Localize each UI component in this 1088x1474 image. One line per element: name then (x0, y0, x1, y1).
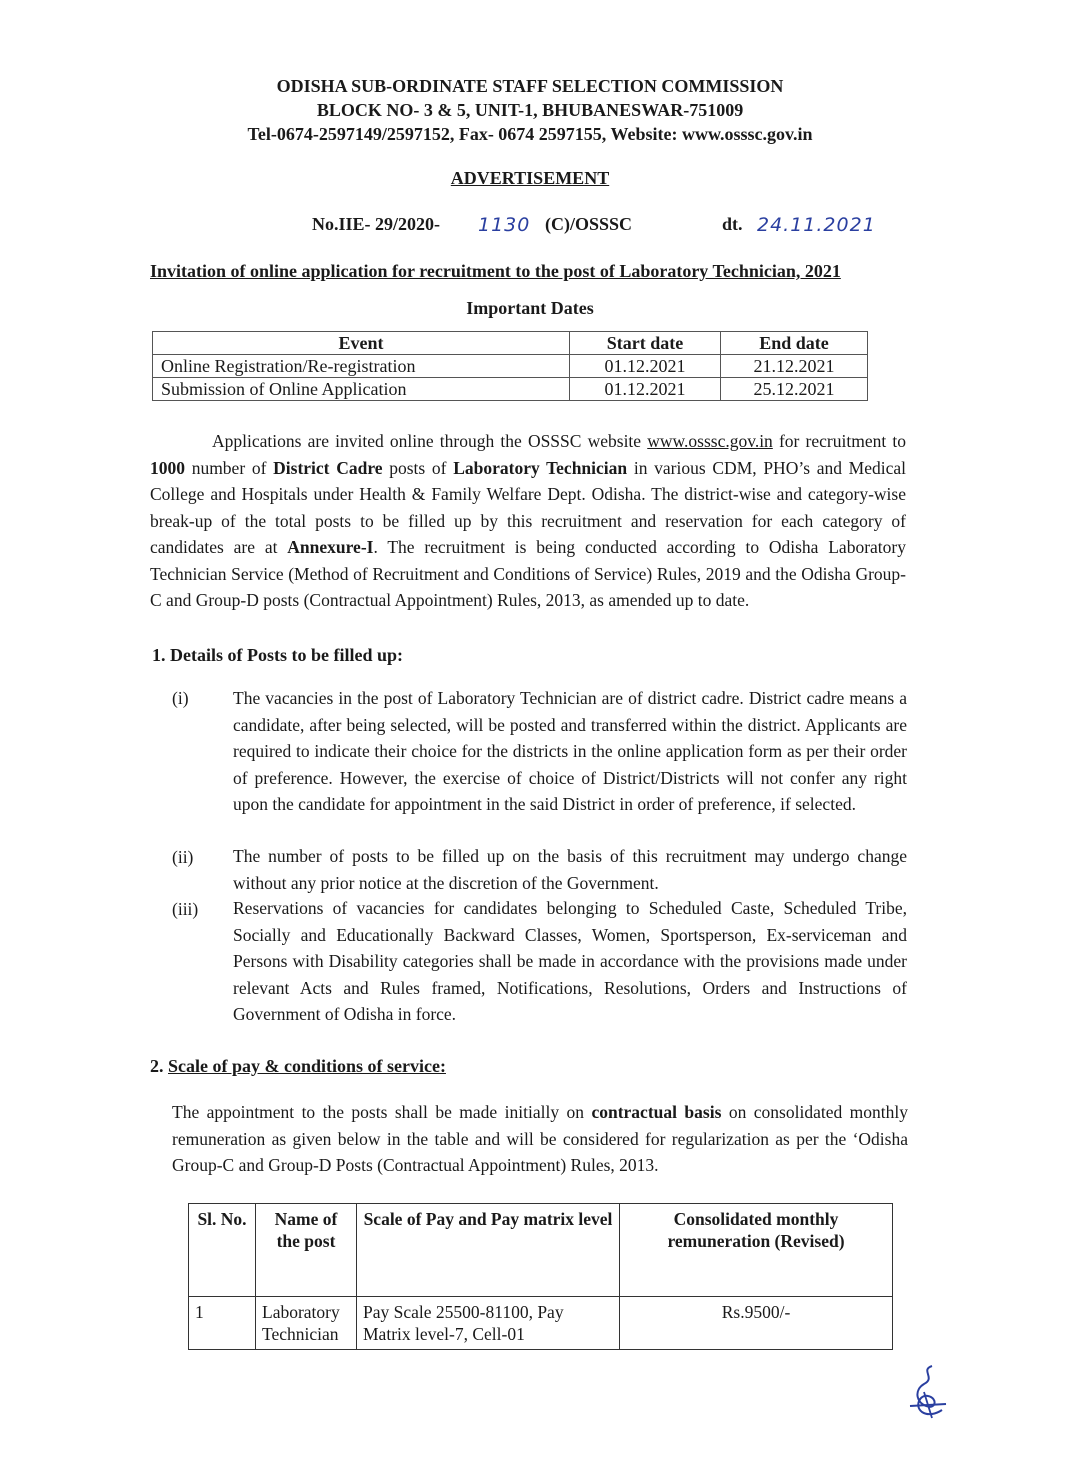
item-number: (ii) (172, 847, 194, 867)
annexure-reference: Annexure-I (287, 537, 374, 557)
intro-paragraph (150, 428, 906, 614)
table-cell: Rs.9500/- (620, 1297, 893, 1350)
table-header-row (189, 1204, 893, 1297)
org-address: BLOCK NO- 3 & 5, UNIT-1, BHUBANESWAR-751009 (316, 100, 744, 120)
table-cell: 25.12.2021 (721, 378, 868, 401)
website-link[interactable]: www.osssc.gov.in (647, 431, 773, 451)
table-row (189, 1297, 893, 1350)
post-count: 1000 (150, 457, 185, 478)
intro-text: posts of (382, 457, 454, 478)
table-row (153, 378, 868, 401)
important-dates-table (152, 331, 868, 401)
intro-text: Applications are invited online through the OSSSC website (212, 431, 648, 451)
intro-text: in various CDM, PHO’s and Medical College and Hospitals under Health & Family Welfare Dept. Odisha. The district-wise and category-wise break-up of the total posts to be filled up by this recruitment and reservation for each category of candidates are at (150, 457, 907, 557)
section-2-heading (150, 1056, 446, 1077)
table-cell: 1 (189, 1297, 256, 1350)
section-1-item-iii: Reservations of vacancies for candidates belonging to Scheduled Caste, Scheduled Tribe, Socially and Educationally Backward Classes, Women, Sportsperson, Ex-serviceman and Persons with Disability categories shall be made in accordance with the provisions made under relevant Acts and Rules framed, Notifications, Resolutions, Orders and Instructions of Government of Odisha in force. (233, 898, 907, 1024)
column-header: Start date (570, 332, 721, 355)
column-header: Event (153, 332, 570, 355)
reference-suffix: (C)/OSSSC (545, 214, 633, 234)
table-cell: Pay Scale 25500-81100, Pay Matrix level-7, Cell-01 (357, 1297, 620, 1350)
org-contact: Tel-0674-2597149/2597152, Fax- 0674 2597155, Website: www.osssc.gov.in (247, 124, 813, 144)
paragraph-text: on consolidated monthly remuneration as given below in the table and will be considered for regularization as per the ‘Odisha Group-C and Group-D Posts (Contractual Appointment) Rules, 2013. (172, 1102, 908, 1175)
section-number: 2. (150, 1056, 164, 1076)
table-header-row (153, 332, 868, 355)
section-1-item-ii: The number of posts to be filled up on the basis of this recruitment may undergo change without any prior notice at the discretion of the Government. (233, 846, 907, 893)
intro-text: number of (185, 457, 274, 478)
intro-text: for recruitment to (772, 431, 906, 451)
org-name: ODISHA SUB-ORDINATE STAFF SELECTION COMMISSION (276, 76, 784, 96)
item-number: (i) (172, 688, 189, 708)
section-title: Scale of pay & conditions of service: (168, 1056, 446, 1076)
table-cell: 01.12.2021 (570, 378, 721, 401)
section-1-heading: 1. Details of Posts to be filled up: (152, 645, 403, 665)
reference-number-handwritten: 1130 (478, 214, 531, 236)
table-cell: Laboratory Technician (256, 1297, 357, 1350)
column-header: Scale of Pay and Pay matrix level (357, 1204, 620, 1297)
column-header: Name of the post (256, 1204, 357, 1297)
table-cell: Submission of Online Application (153, 378, 570, 401)
document-title: ADVERTISEMENT (450, 168, 610, 188)
cadre-type: District Cadre (273, 457, 383, 478)
pay-scale-table (188, 1203, 893, 1350)
item-number: (iii) (172, 899, 199, 919)
invitation-heading: Invitation of online application for recruitment to the post of Laboratory Technician, 2021 (150, 261, 841, 281)
table-cell: Online Registration/Re-registration (153, 355, 570, 378)
table-row (153, 355, 868, 378)
intro-text: . The recruitment is being conducted according to Odisha Laboratory Technician Service (Method of Recruitment and Conditions of Service) Rules, 2019 and the Odisha Group-C and Group-D posts (Contractual Appointment) Rules, 2013, as amended up to date. (150, 537, 906, 610)
date-handwritten: 24.11.2021 (757, 214, 876, 236)
column-header: Consolidated monthly remuneration (Revised) (620, 1204, 893, 1297)
signature-mark (902, 1362, 952, 1422)
paragraph-text: The appointment to the posts shall be made initially on (172, 1102, 592, 1122)
column-header: Sl. No. (189, 1204, 256, 1297)
table-cell: 01.12.2021 (570, 355, 721, 378)
important-dates-heading: Important Dates (466, 298, 594, 318)
table-cell: 21.12.2021 (721, 355, 868, 378)
reference-prefix: No.IIE- 29/2020- (312, 214, 441, 234)
section-2-paragraph (172, 1099, 908, 1179)
section-1-item-i: The vacancies in the post of Laboratory Technician are of district cadre. District cadre means a candidate, after being selected, will be posted and transferred within the district. Applicants are required to indicate their choice for the districts in the online application form as per their order of preference. However, the exercise of choice of District/Districts will not confer any right upon the candidate for appointment in the said District in order of preference, if selected. (233, 688, 907, 814)
post-name: Laboratory Technician (453, 457, 628, 478)
date-label: dt. (722, 214, 743, 234)
column-header: End date (721, 332, 868, 355)
contractual-basis: contractual basis (591, 1102, 722, 1122)
